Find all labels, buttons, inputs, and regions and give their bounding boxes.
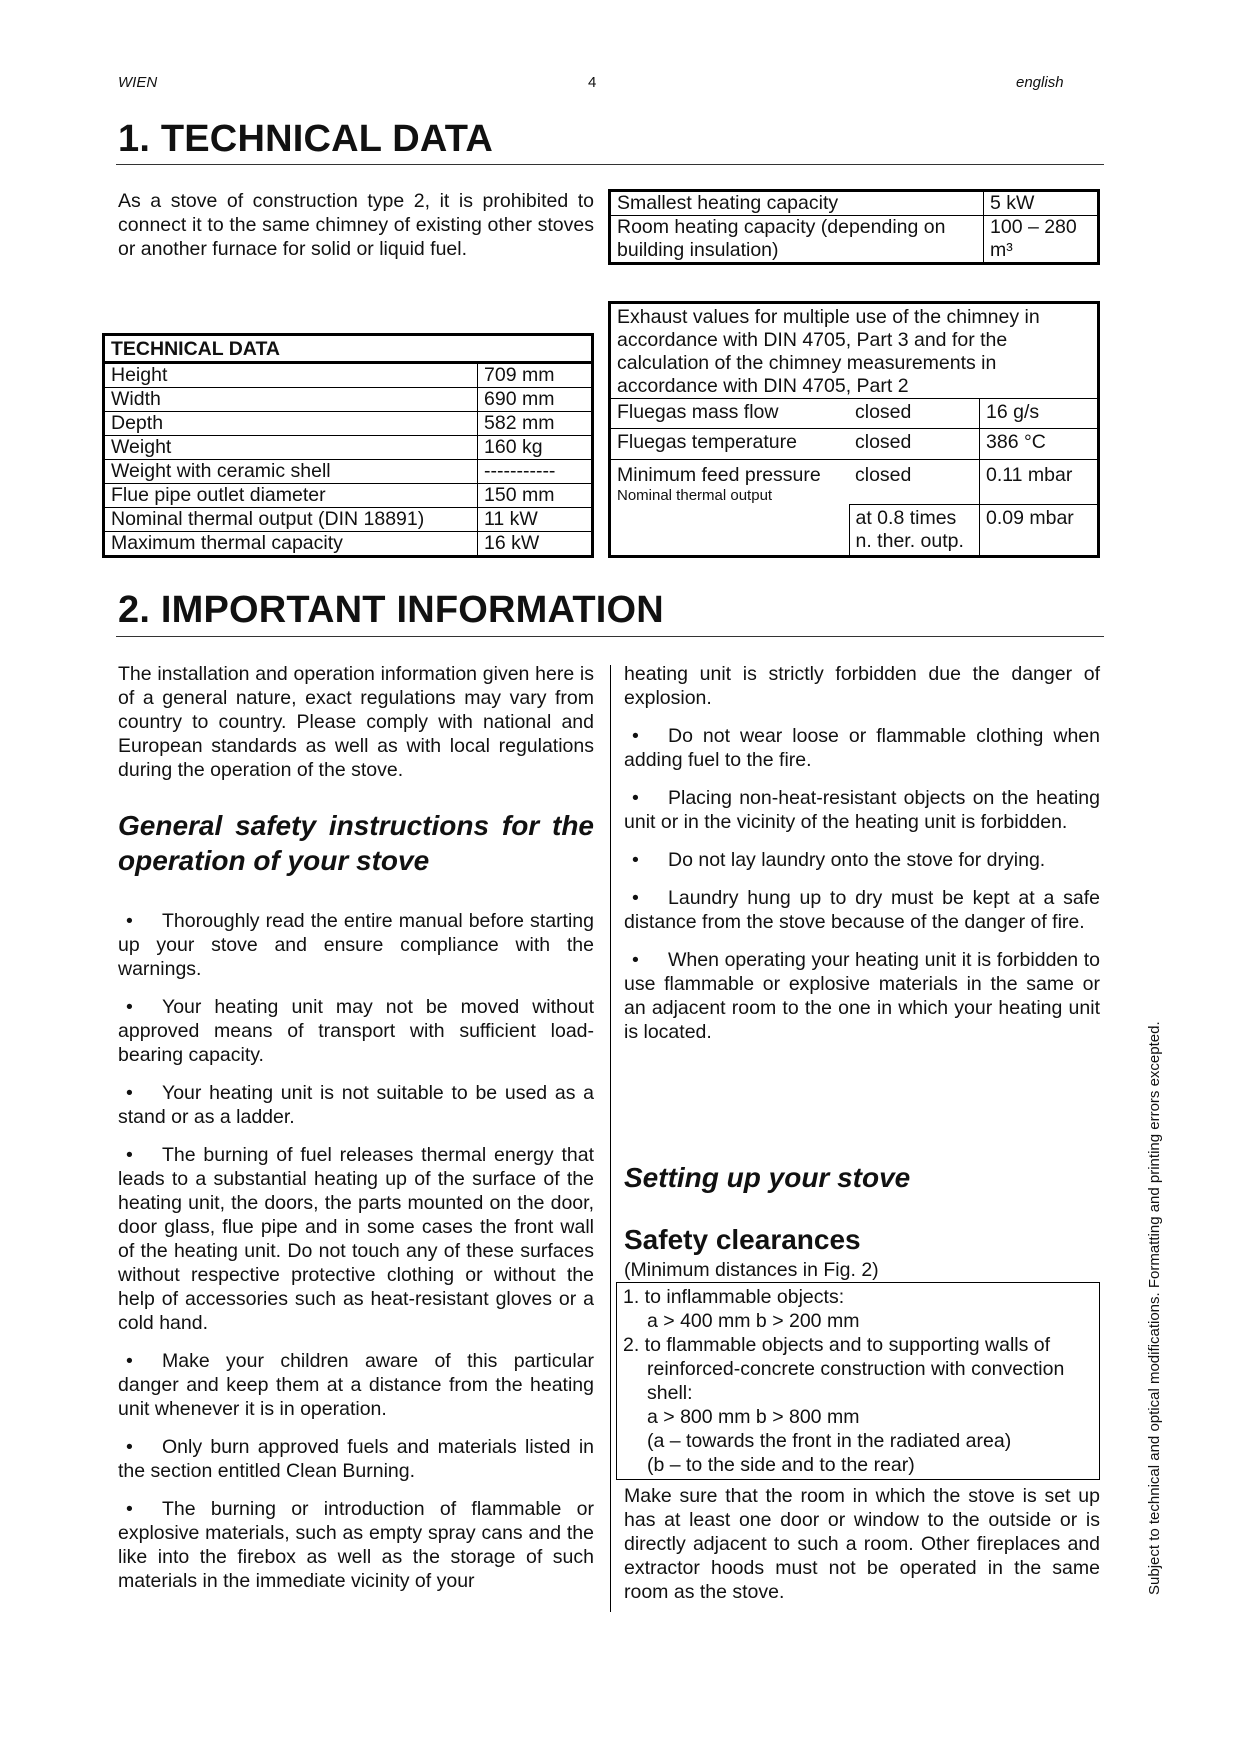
tech-label: Nominal thermal output (DIN 18891) <box>104 508 478 532</box>
side-note: Subject to technical and optical modifications. Formatting and printing errors excepted. <box>1146 1021 1163 1595</box>
table-row <box>104 460 593 484</box>
bullet-text: Make your children aware of this particular danger and keep them at a distance from the heating unit whenever it is in operation. <box>118 1350 594 1420</box>
list-item <box>624 848 1100 872</box>
exhaust-condition: at 0.8 times n. ther. outp. <box>849 505 980 557</box>
exhaust-value: 0.11 mbar <box>980 460 1099 505</box>
tech-value: ----------- <box>478 460 593 484</box>
bullet-icon: • <box>126 910 133 932</box>
bullet-text: Do not wear loose or flammable clothing when adding fuel to the fire. <box>624 725 1100 771</box>
table-row <box>610 429 1099 460</box>
bullet-text: When operating your heating unit it is forbidden to use flammable or explosive materials in the same or an adjacent room to the one in which your heating unit is located. <box>624 949 1100 1043</box>
bullet-text: Placing non-heat-resistant objects on the heating unit or in the vicinity of the heating unit is forbidden. <box>624 787 1100 833</box>
bullet-icon: • <box>632 787 639 809</box>
capacity-value: 100 – 280 m³ <box>984 216 1099 264</box>
tech-value: 582 mm <box>478 412 593 436</box>
list-item <box>624 886 1100 934</box>
tech-value: 16 kW <box>478 532 593 557</box>
bullet-icon: • <box>632 949 639 971</box>
section2-intro: The installation and operation information given here is of a general nature, exact regulations may vary from country to country. Please comply with national and European standards as well as with local regulations during the operation of the stove. <box>118 663 594 781</box>
tech-value: 709 mm <box>478 363 593 388</box>
bullet-text: Your heating unit is not suitable to be used as a stand or as a ladder. <box>118 1082 594 1128</box>
tech-label: Height <box>104 363 478 388</box>
bullet-text: The burning of fuel releases thermal energy that leads to a substantial heating up of the surface of the heating unit, the doors, the parts mounted on the door, door glass, flue pipe and in some cases the front wall of the heating unit. Do not touch any of these surfaces without respective protective clothing or without the help of accessories such as heat-resistant gloves or a cold hand. <box>118 1144 594 1334</box>
table-row <box>104 436 593 460</box>
table-row <box>104 508 593 532</box>
list-item <box>624 724 1100 772</box>
bullet-icon: • <box>126 1436 133 1458</box>
clearances-subtitle: (Minimum distances in Fig. 2) <box>624 1259 879 1281</box>
clearance-note-a: (a – towards the front in the radiated area) <box>647 1430 1012 1452</box>
tech-value: 690 mm <box>478 388 593 412</box>
clearance-item-1: 1. to inflammable objects: <box>623 1286 845 1308</box>
table-row <box>610 399 1099 429</box>
list-item <box>118 1435 594 1483</box>
clearance-item-2-cont: reinforced-concrete construction with convection shell: <box>647 1358 1065 1404</box>
exhaust-heading: Exhaust values for multiple use of the chimney in accordance with DIN 4705, Part 3 and for the calculation of the chimney measurements in accordance with DIN 4705, Part 2 <box>610 303 1099 399</box>
technical-data-table <box>102 333 594 558</box>
bullet-text: Thoroughly read the entire manual before starting up your stove and ensure compliance with the warnings. <box>118 910 594 980</box>
header-left: WIEN <box>118 74 158 91</box>
bullet-text: Do not lay laundry onto the stove for drying. <box>668 849 1046 871</box>
tech-label: Weight with ceramic shell <box>104 460 478 484</box>
list-item <box>118 1349 594 1421</box>
bullet-icon: • <box>632 887 639 909</box>
clearance-item-2: 2. to flammable objects and to supporting walls of <box>623 1334 1051 1356</box>
section1-rule <box>116 164 1104 165</box>
bullet-icon: • <box>632 725 639 747</box>
table-row <box>104 532 593 557</box>
clearance-values-1: a > 400 mm b > 200 mm <box>647 1310 860 1332</box>
tech-value: 160 kg <box>478 436 593 460</box>
table-row <box>104 363 593 388</box>
list-item <box>118 1081 594 1129</box>
table-row <box>104 335 593 363</box>
capacity-table <box>608 189 1100 265</box>
room-note: Make sure that the room in which the stove is set up has at least one door or window to the outside or is directly adjacent to such a room. Other fireplaces and extractor hoods must not be operated in the same room as the stove. <box>624 1485 1100 1603</box>
bullet-text: Only burn approved fuels and materials listed in the section entitled Clean Burning. <box>118 1436 594 1482</box>
header-right: english <box>1016 74 1064 91</box>
bullet-text: Laundry hung up to dry must be kept at a safe distance from the stove because of the danger of fire. <box>624 887 1100 933</box>
bullet-icon: • <box>126 1350 133 1372</box>
list-item <box>118 1497 594 1593</box>
exhaust-sublabel: Nominal thermal output <box>617 487 773 504</box>
tech-label: Depth <box>104 412 478 436</box>
list-item <box>624 948 1100 1044</box>
list-item <box>118 1143 594 1335</box>
table-row <box>104 484 593 508</box>
exhaust-label-cell <box>610 460 850 557</box>
bullet-icon: • <box>632 849 639 871</box>
table-row <box>104 412 593 436</box>
column-divider <box>610 665 611 1612</box>
bullet-icon: • <box>126 1498 133 1520</box>
section1-intro: As a stove of construction type 2, it is prohibited to connect it to the same chimney of existing other stoves or another furnace for solid or liquid fuel. <box>118 190 594 260</box>
tech-label: Weight <box>104 436 478 460</box>
exhaust-value: 0.09 mbar <box>980 505 1099 557</box>
setup-heading: Setting up your stove <box>624 1162 911 1193</box>
continuation-text: heating unit is strictly forbidden due the danger of explosion. <box>624 663 1100 709</box>
bullet-text: Your heating unit may not be moved without approved means of transport with sufficient load-bearing capacity. <box>118 996 594 1066</box>
capacity-value: 5 kW <box>984 191 1099 216</box>
exhaust-value: 386 °C <box>980 429 1099 460</box>
safety-heading: General safety instructions for the operation of your stove <box>118 810 594 876</box>
tech-value: 150 mm <box>478 484 593 508</box>
list-item <box>118 909 594 981</box>
tech-label: Width <box>104 388 478 412</box>
bullet-icon: • <box>126 1082 133 1104</box>
tech-value: 11 kW <box>478 508 593 532</box>
bullet-icon: • <box>126 1144 133 1166</box>
table-row <box>610 460 1099 505</box>
technical-data-heading: TECHNICAL DATA <box>104 335 593 363</box>
right-column <box>624 662 1100 1044</box>
tech-label: Flue pipe outlet diameter <box>104 484 478 508</box>
bullet-icon: • <box>126 996 133 1018</box>
list-item <box>624 786 1100 834</box>
left-column <box>118 662 594 1593</box>
exhaust-condition: closed <box>849 460 980 505</box>
table-row <box>104 388 593 412</box>
exhaust-condition: closed <box>849 429 980 460</box>
exhaust-values-table <box>608 301 1100 558</box>
clearances-box <box>616 1282 1100 1480</box>
exhaust-label: Fluegas mass flow <box>610 399 850 429</box>
bullet-text: The burning or introduction of flammable or explosive materials, such as empty spray cans and the like into the firebox as well as the storage of such materials in the immediate vicinity of your <box>118 1498 594 1592</box>
capacity-label: Room heating capacity (depending on building insulation) <box>610 216 984 264</box>
exhaust-label: Fluegas temperature <box>610 429 850 460</box>
exhaust-condition: closed <box>849 399 980 429</box>
table-row <box>610 216 1099 264</box>
exhaust-value: 16 g/s <box>980 399 1099 429</box>
tech-label: Maximum thermal capacity <box>104 532 478 557</box>
list-item <box>118 995 594 1067</box>
capacity-label: Smallest heating capacity <box>610 191 984 216</box>
section1-title: 1. TECHNICAL DATA <box>118 118 493 160</box>
section2-title: 2. IMPORTANT INFORMATION <box>118 589 664 631</box>
clearance-note-b: (b – to the side and to the rear) <box>647 1454 915 1476</box>
section2-rule <box>116 636 1104 637</box>
table-row <box>610 191 1099 216</box>
exhaust-label: Minimum feed pressure <box>617 464 821 486</box>
clearances-heading: Safety clearances <box>624 1224 861 1255</box>
page-number: 4 <box>588 74 597 91</box>
clearance-values-2: a > 800 mm b > 800 mm <box>647 1406 860 1428</box>
table-row <box>610 303 1099 399</box>
